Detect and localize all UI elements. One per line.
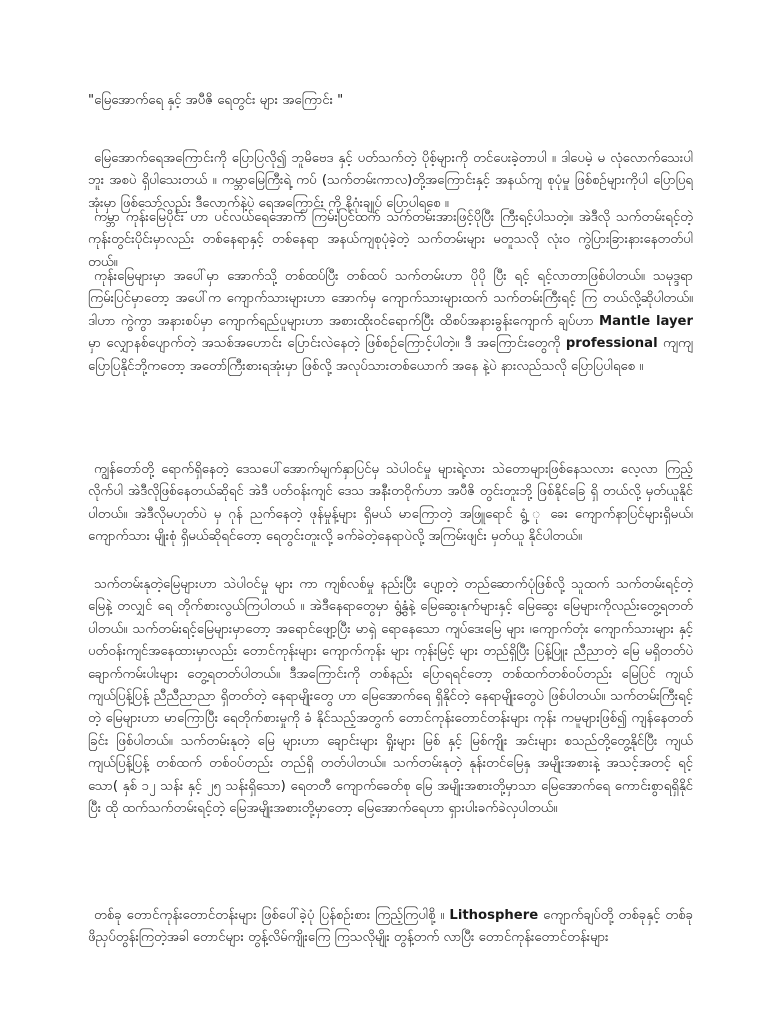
paragraph-young-soil [88,574,693,820]
paragraph-text: ကျောက်ချပ်တို့ တစ်ခုနှင့် တစ်ခု ဖိညှပ်တွန်းကြတဲ့အခါ တောင်များ တွန့်လိမ်ကျိုးကြေ ကြသလိုမျိုး တွန့်တက် လာပြီး တောင်ကုန်းတောင်တန်းများ [88,908,693,946]
paragraph-text: တစ်ခု တောင်ကုန်းတောင်တန်းများ ဖြစ်ပေါ်ခဲ့ပုံ ပြန်စဉ်းစား ကြည့်ကြပါစို့ ။ [94,908,450,923]
term-lithosphere: Lithosphere [449,908,539,923]
document-title: "မြေအောက်ရေ နှင့် အပီဇိ ရေတွင်း များ အကြောင်း " [88,93,344,108]
paragraph-text: မြေအောက်ရေအကြောင်းကို ပြောပြလို၍ ဘူမိဗေဒ နှင့် ပတ်သက်တဲ့ ပိုစ့်များကို တင်ပေးခဲ့တာပါ ။ ဒါပေမဲ့ မ လုံလောက်သေးပါဘူး အစပဲ ရှိပါသေးတယ် ။ ကမ္ဘာမြေကြီးရဲ့ ကပ် (သက်တမ်းကာလ)တို့အကြောင်းနှင့် အနယ်ကျ စုပုံမှု ဖြစ်စဉ်များကိုပါ ပြောပြရအုံးမှာ ဖြစ်သော်လည်း ဒီလောက်နဲ့ပဲ ရေအကြောင်း ကို နိဂုံးချုပ် ပြောပါရစေ ။ [88,151,693,211]
paragraph-sand-areas [88,459,693,549]
paragraph-intro [88,148,693,215]
paragraph-text: ကုန်းမြေများမှာ အပေါ်မှာ အောက်သို့ တစ်ထပ်ပြီး တစ်ထပ် သက်တမ်းဟာ ပိုပို ပြီး ရင့် ရင့်လာတာဖြစ်ပါတယ်။ သမုဒ္ဒရာ ကြမ်းပြင်မှာတော့ အပေါ်က ကျောက်သားများဟာ အောက်မှ ကျောက်သားများထက် သက်တမ်းကြီးရင့် ကြ တယ်လို့ဆိုပါတယ်။ ဒါဟာ ကွဲကွာ အနားစပ်မှာ ကျောက်ရည်ပူများဟာ အစားထိုးဝင်ရောက်ပြီး ထိစပ်အနားခွန်းကျောက် ချပ်ဟာ [88,269,693,329]
term-professional: professional [565,336,658,352]
paragraph-text: ကမ္ဘာ ကုန်းမြေပိုင်း ဟာ ပင်လယ်ရေအောက် ကြမ်းပြင်ထက် သက်တမ်းအားဖြင့်ပိုပြီး ကြီးရင့်ပါသတဲ့။ အဲဒီလို သက်တမ်းရင့်တဲ့ ကုန်းတွင်းပိုင်းမှာလည်း တစ်နေရာနှင့် တစ်နေရာ အနယ်ကျစုပုံခဲ့တဲ့ သက်တမ်းများ မတူသလို လုံးဝ ကွဲပြားခြားနားနေတတ်ပါတယ်။ [88,210,693,270]
paragraph-mountains [88,905,693,950]
term-mantle-layer: Mantle layer [599,313,693,329]
paragraph-land-age [88,207,693,274]
paragraph-text: ကျွန်တော်တို့ ရောက်ရှိနေတဲ့ ဒေသပေါ်အောက်မျက်နှာပြင်မှ သဲပါဝင်မှု များရဲ့လား သဲတောများဖြစ်နေသလား လေ့လာ ကြည့်လိုက်ပါ အဲဒီလိုဖြစ်နေတယ်ဆိုရင် အဲဒီ ပတ်ဝန်းကျင် ဒေသ အနီးတဝိုက်ဟာ အပီဇိ တွင်းတူးဘို့ ဖြစ်နိုင်ခြေ ရှိ တယ်လို့ မှတ်ယူနိုင်ပါတယ်။ အဲဒီလိုမဟုတ်ပဲ မှ ဂုန် ညက်နေတဲ့ ဖုန်မှုန့်များ ရှိမယ် မာကြောတဲ့ အဖြူရောင် ရွံ့ ု ခေး ကျောက်နာပြင်များရှိမယ်၊ ကျောက်သား မျိုးစုံ ရှိမယ်ဆိုရင်တော့ ရေတွင်းတူးလို့ ခက်ခဲတဲ့နေရာပဲလို့ အကြမ်းဖျင်း မှတ်ယူ နိုင်ပါတယ်။ [88,462,693,545]
paragraph-layers [88,266,693,378]
paragraph-text: မှာ လျှောနစ်ပျောက်တဲ့ အသစ်အဟောင်း ပြောင်းလဲနေတဲ့ ဖြစ်စဉ်ကြောင့်ပါတဲ့။ ဒီ အကြောင်းတွေကို [88,336,566,352]
paragraph-text: ကျကျ ပြောပြနိုင်ဘို့ကတော့ အတော်ကြီးစားရအုံးမှာ ဖြစ်လို့ အလုပ်သားတစ်ယောက် အနေ နဲ့ပဲ နားလည်သလို ပြောပြပါရစေ ။ [88,336,693,374]
paragraph-text: သက်တမ်းနုတဲ့မြေများဟာ သဲပါဝင်မှု များ ကာ ကျစ်လစ်မှု နည်းပြီး ပျော့တဲ့ တည်ဆောက်ပုံဖြစ်လို့ သူထက် သက်တမ်းရင့်တဲ့ မြေနဲ့ တလျှင် ရေ တိုက်စားလွယ်ကြပါတယ် ။ အဲဒီနေရာတွေမှာ ရွံ့နွံနဲ့ မြေဆွေးနုက်များနှင့် မြေဆွေး မြေများကိုလည်းတွေ့ရတတ်ပါတယ်။ သက်တမ်းရင့်မြေများမှာတော့ အရောင်ဖျော့ပြီး မာရှဲ ရောနေသော ကျပ်ဒေးမြေ များ ၊ကျောက်တုံး ကျောက်သားများ နှင့်ပတ်ဝန်းကျင်အနေထားမှာလည်း တောင်ကုန်းများ ကျောက်ကုန်း များ ကုန်းမြင့် များ တည်ရှိပြီး ပြန့်ပြူး ညီညာတဲ့ မြေ မရှိတတ်ပဲ ချောက်ကမ်းပါးများ တွေ့ရတတ်ပါတယ်။ ဒီအကြောင်းကို တစ်နည်း ပြောရရင်တော့ တစ်ထက်တစ်ဝပ်တည်း မြေပြင် ကျယ်ကျယ်ပြန့်ပြန့် ညီညီညာညာ ရှိတတ်တဲ့ နေရာမျိုးတွေ ဟာ မြေအောက်ရေ ရှိနိုင်တဲ့ နေရာမျိုးတွေပဲ ဖြစ်ပါတယ်။ သက်တမ်းကြီးရင့်တဲ့ မြေများဟာ မာကြောပြီး ရေတိုက်စားမှုကို ခံ နိုင်သည့်အတွက် တောင်ကုန်းတောင်တန်းများ ကုန်း ကမူများဖြစ်၍ ကျန်နေတတ်ခြင်း ဖြစ်ပါတယ်။ သက်တမ်းနုတဲ့ မြေ များဟာ ချောင်းများ ရှိုးများ မြစ် နှင့် မြစ်ကျိုး အင်းများ စသည်တို့တွေ့နိုင်ပြီး ကျယ်ကျယ်ပြန့်ပြန့် တစ်ထက် တစ်ဝပ်တည်း တည်ရှိ တတ်ပါတယ်။ သက်တမ်းနုတဲ့ နုန်းတင်မြေနှ အမျိုးအစားနဲ့ အသင့်အတင့် ရင့်သော( နှစ် ၁၂ သန်း နှင့် ၂၅ သန်းရှိသော) ရေတတီ ကျောက်ခေတ်စု မြေ အမျိုးအစားတို့မှာသာ မြေအောက်ရေ ကောင်းစွာရရှိနိုင်ပြီး ထို ထက်သက်တမ်းရင့်တဲ့ မြေအမျိုးအစားတို့မှာတော့ မြေအောက်ရေဟာ ရှားပါးခက်ခဲလှပါတယ်။ [88,577,693,817]
